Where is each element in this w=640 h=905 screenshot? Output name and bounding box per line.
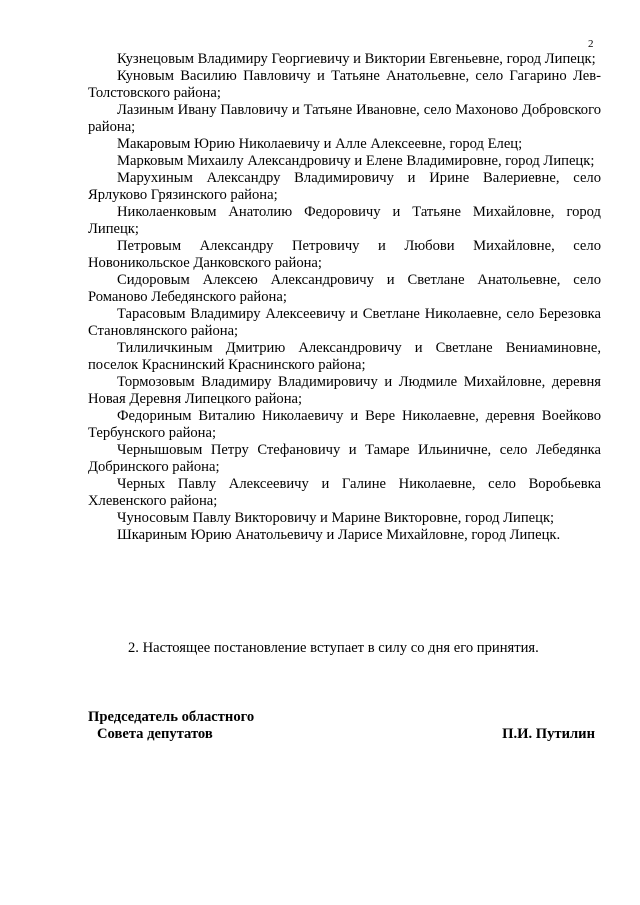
list-item: Чернышовым Петру Стефановичу и Тамаре Ильиничне, село Лебедянка Добринского района;: [88, 442, 601, 475]
list-item: Шкариным Юрию Анатольевичу и Ларисе Михайловне, город Липецк.: [117, 527, 561, 543]
list-item: Тормозовым Владимиру Владимировичу и Людмиле Михайловне, деревня Новая Деревня Липецкого района;: [88, 374, 601, 407]
list-item: Николаенковым Анатолию Федоровичу и Татьяне Михайловне, город Липецк;: [88, 204, 601, 237]
list-item: Черных Павлу Алексеевичу и Галине Николаевне, село Воробьевка Хлевенского района;: [88, 476, 601, 509]
page-number: 2: [588, 38, 594, 50]
list-item: Федориным Виталию Николаевичу и Вере Николаевне, деревня Воейково Тербунского района;: [88, 408, 601, 441]
list-item: Сидоровым Алексею Александровичу и Светлане Анатольевне, село Романово Лебедянского района;: [88, 272, 601, 305]
list-item: Тилиличкиным Дмитрию Александровичу и Светлане Вениаминовне, поселок Краснинский Краснинского района;: [88, 340, 601, 373]
list-item: Макаровым Юрию Николаевичу и Алле Алексеевне, город Елец;: [117, 136, 523, 152]
list-item: Кузнецовым Владимиру Георгиевичу и Виктории Евгеньевне, город Липецк;: [117, 51, 596, 67]
recipients-list: [88, 51, 601, 544]
signature-title-line1: Председатель областного: [88, 709, 255, 725]
closing-paragraph: 2. Настоящее постановление вступает в силу со дня его принятия.: [128, 640, 539, 656]
list-item: Петровым Александру Петровичу и Любови Михайловне, село Новоникольское Данковского района;: [88, 238, 601, 271]
list-item: Чуносовым Павлу Викторовичу и Марине Викторовне, город Липецк;: [117, 510, 555, 526]
signature-block: [88, 709, 601, 743]
signatory-name: П.И. Путилин: [502, 726, 595, 742]
list-item: Тарасовым Владимиру Алексеевичу и Светлане Николаевне, село Березовка Становлянского района;: [88, 306, 601, 339]
list-item: Марухиным Александру Владимировичу и Ирине Валериевне, село Ярлуково Грязинского района;: [88, 170, 601, 203]
list-item: Марковым Михаилу Александровичу и Елене Владимировне, город Липецк;: [117, 153, 595, 169]
signature-title-line2: Совета депутатов: [97, 726, 213, 742]
list-item: Лазиным Ивану Павловичу и Татьяне Ивановне, село Махоново Добровского района;: [88, 102, 601, 135]
list-item: Куновым Василию Павловичу и Татьяне Анатольевне, село Гагарино Лев-Толстовского района;: [88, 68, 601, 101]
